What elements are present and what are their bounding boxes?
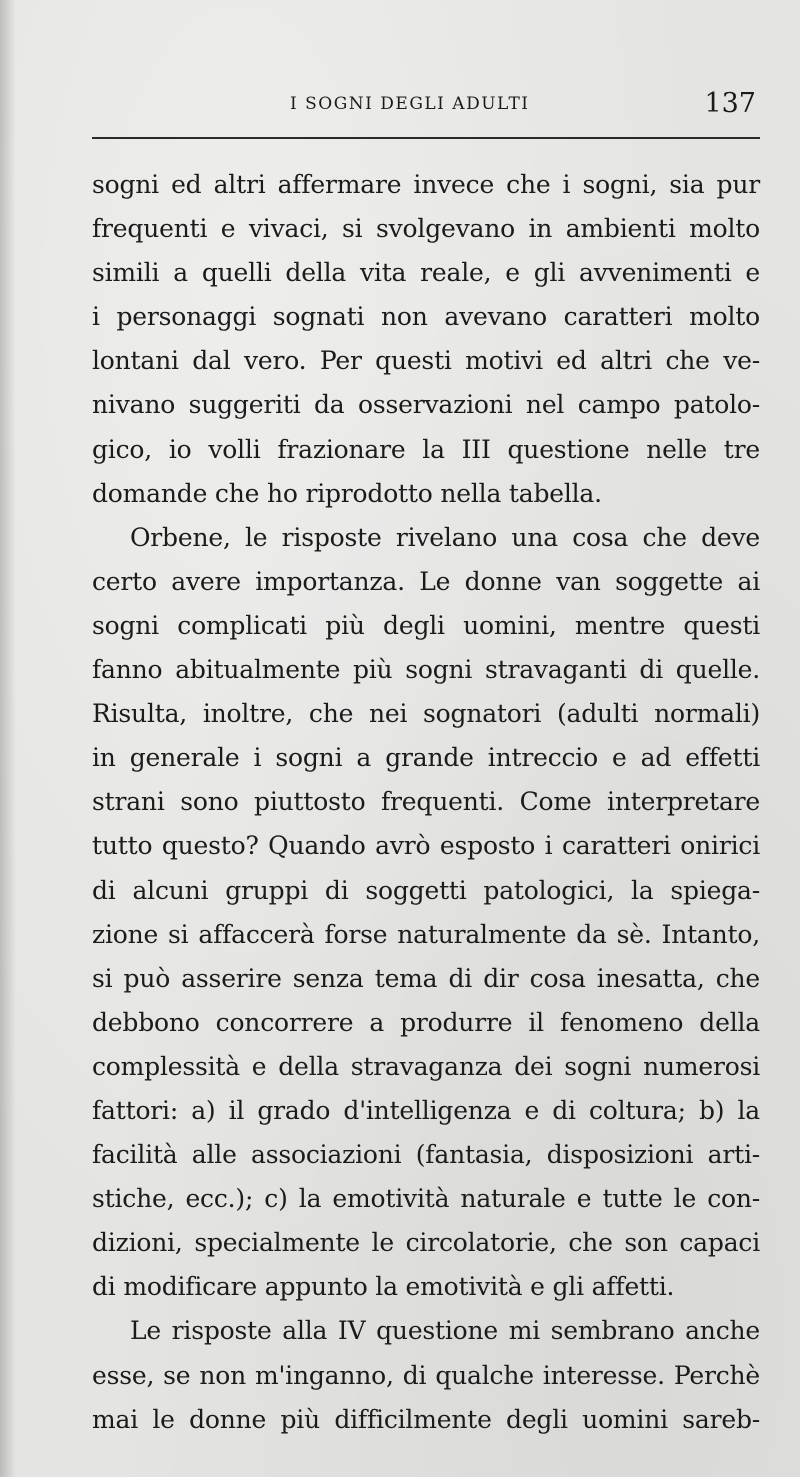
text-line: sogni complicati più degli uomini, mentre questi	[92, 610, 760, 640]
text-line: stiche, ecc.); c) la emotività naturale e tutte le con-	[92, 1184, 760, 1214]
body-text	[92, 163, 760, 1442]
text-line: di modificare appunto la emotività e gli affetti.	[92, 1272, 675, 1302]
text-line: esse, se non m'inganno, di qualche interesse. Perchè	[92, 1360, 760, 1390]
text-line: tutto questo? Quando avrò esposto i caratteri onirici	[92, 831, 760, 861]
page-number: 137	[704, 88, 756, 119]
text-line: mai le donne più difficilmente degli uomini sareb-	[92, 1404, 760, 1434]
text-line: domande che ho riprodotto nella tabella.	[92, 478, 602, 508]
text-line: zione si affaccerà forse naturalmente da sè. Intanto,	[92, 919, 760, 949]
paragraph	[92, 516, 760, 1310]
running-head	[92, 88, 762, 128]
text-line: strani sono piuttosto frequenti. Come interpretare	[92, 787, 760, 817]
text-line: facilità alle associazioni (fantasia, disposizioni arti-	[92, 1140, 760, 1170]
paragraph	[92, 163, 760, 516]
text-line: dizioni, specialmente le circolatorie, che son capaci	[92, 1228, 760, 1258]
text-line: si può asserire senza tema di dir cosa inesatta, che	[92, 963, 760, 993]
text-line: in generale i sogni a grande intreccio e ad effetti	[92, 743, 760, 773]
text-line: fattori: a) il grado d'intelligenza e di coltura; b) la	[92, 1095, 760, 1125]
text-line: debbono concorrere a produrre il fenomeno della	[92, 1007, 760, 1037]
text-line: sogni ed altri affermare invece che i sogni, sia pur	[92, 170, 760, 199]
text-line: gico, io volli frazionare la III questione nelle tre	[92, 434, 760, 464]
text-line: complessità e della stravaganza dei sogni numerosi	[92, 1051, 760, 1081]
text-line: frequenti e vivaci, si svolgevano in ambienti molto	[92, 214, 760, 244]
gutter-shadow	[0, 0, 16, 1477]
text-line: Le risposte alla IV questione mi sembrano anche	[130, 1316, 760, 1346]
header-rule	[92, 137, 760, 139]
text-line: di alcuni gruppi di soggetti patologici, la spiega-	[92, 875, 760, 905]
paragraph	[92, 1309, 760, 1441]
text-line: fanno abitualmente più sogni stravaganti di quelle.	[92, 655, 760, 685]
running-title: I SOGNI DEGLI ADULTI	[290, 94, 530, 114]
text-line: lontani dal vero. Per questi motivi ed altri che ve-	[92, 346, 760, 376]
text-line: simili a quelli della vita reale, e gli avvenimenti e	[92, 258, 760, 288]
text-line: Risulta, inoltre, che nei sognatori (adulti normali)	[92, 699, 760, 729]
text-line: nivano suggeriti da osservazioni nel campo patolo-	[92, 390, 760, 420]
text-line: certo avere importanza. Le donne van soggette ai	[92, 566, 760, 596]
text-line: i personaggi sognati non avevano caratteri molto	[92, 302, 760, 332]
text-line: Orbene, le risposte rivelano una cosa che deve	[130, 522, 760, 552]
